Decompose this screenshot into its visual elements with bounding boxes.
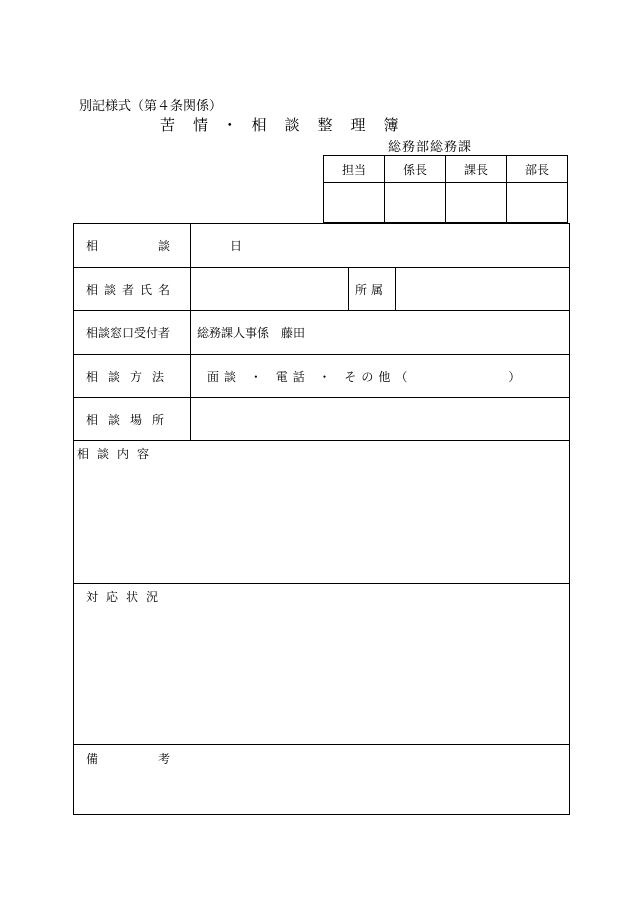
method-options	[191, 355, 570, 398]
place-label: 相談場所	[74, 398, 191, 441]
consultant-name-field[interactable]	[191, 268, 349, 311]
consult-date-label: 相 談 日	[74, 224, 191, 268]
affiliation-label: 所属	[349, 268, 396, 311]
approval-stamp-grid	[323, 155, 568, 223]
remarks-section[interactable]	[74, 745, 570, 815]
place-field[interactable]	[191, 398, 570, 441]
method-separator: ・	[318, 369, 336, 384]
consultant-name-label: 相談者氏名	[74, 268, 191, 311]
content-section[interactable]	[74, 441, 570, 584]
approval-header-section-manager: 課長	[446, 156, 507, 183]
method-option-phone[interactable]: 電話	[275, 369, 310, 384]
method-label: 相談方法	[74, 355, 191, 398]
remarks-label-part2: 考	[158, 752, 171, 766]
response-section[interactable]	[74, 584, 570, 745]
approval-header-chief: 係長	[385, 156, 446, 183]
approval-header-director: 部長	[507, 156, 568, 183]
response-label: 対応状況	[86, 590, 167, 604]
method-close-paren: ）	[508, 369, 526, 384]
content-label: 相談内容	[77, 447, 158, 461]
method-option-interview[interactable]: 面談	[207, 369, 242, 384]
consultation-form	[73, 223, 570, 815]
remarks-label-part1: 備	[86, 752, 99, 766]
department-name: 総務部総務課	[387, 140, 472, 155]
approval-stamp-director[interactable]	[507, 183, 568, 223]
approval-stamp-chief[interactable]	[385, 183, 446, 223]
method-separator: ・	[249, 369, 267, 384]
affiliation-field[interactable]	[396, 268, 570, 311]
approval-stamp-section-manager[interactable]	[446, 183, 507, 223]
reception-label: 相談窓口受付者	[74, 311, 191, 355]
approval-stamp-staff[interactable]	[324, 183, 385, 223]
form-reference: 別記様式（第４条関係）	[79, 99, 223, 114]
reception-value[interactable]: 総務課人事係 藤田	[191, 311, 570, 355]
method-option-other[interactable]: その他（	[344, 369, 413, 384]
approval-header-staff: 担当	[324, 156, 385, 183]
document-title: 苦情･相談整理簿	[160, 116, 417, 134]
